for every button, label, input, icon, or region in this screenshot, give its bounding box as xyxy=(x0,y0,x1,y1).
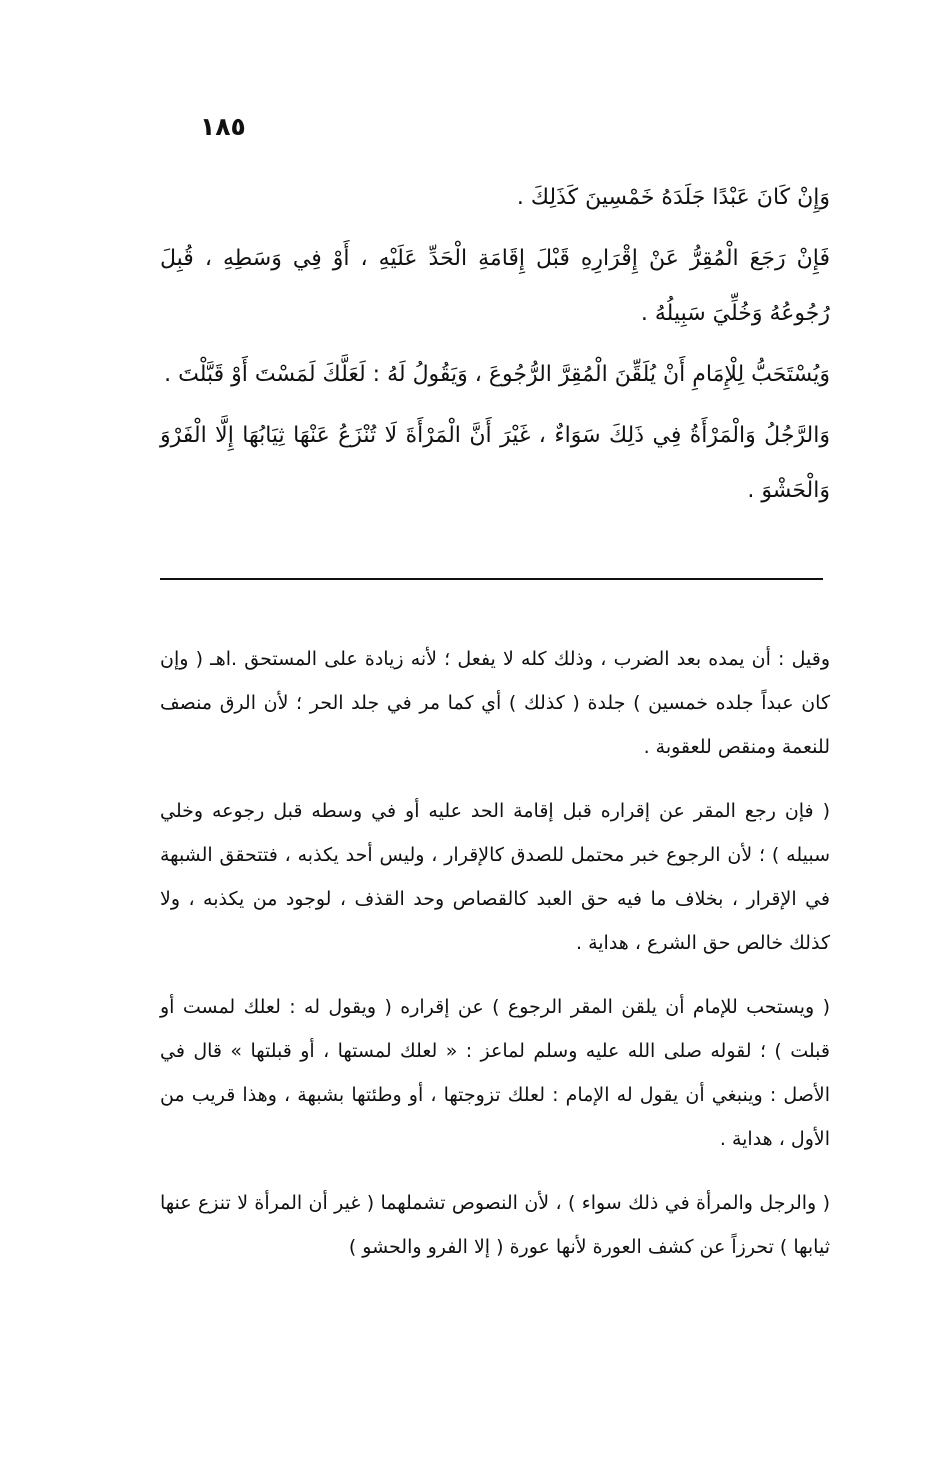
page-number: ١٨٥ xyxy=(200,112,246,141)
commentary-paragraph: وقيل : أن يمده بعد الضرب ، وذلك كله لا يفعل ؛ لأنه زيادة على المستحق .اهـ ( وإن كان عبداً جلده خمسين ) جلدة ( كذلك ) أي كما مر في جلد الحر ؛ لأن الرق منصف للنعمة ومنقص للعقوبة . xyxy=(160,648,830,758)
separator-rule xyxy=(160,578,823,580)
main-text-paragraph: وَالرَّجُلُ وَالْمَرْأَةُ فِي ذَلِكَ سَوَاءٌ ، غَيْرَ أَنَّ الْمَرْأَةَ لَا تُنْزَعُ عَنْهَا ثِيَابُهَا إِلَّا الْفَرْوَ وَالْحَشْوَ . xyxy=(160,423,830,503)
commentary-paragraph: ( ويستحب للإمام أن يلقن المقر الرجوع ) عن إقراره ( ويقول له : لعلك لمست أو قبلت ) ؛ لقوله صلى الله عليه وسلم لماعز : « لعلك لمستها ، أو قبلتها » قال في الأصل : وينبغي أن يقول له الإمام : لعلك تزوجتها ، أو وطئتها بشبهة ، وهذا قريب من الأول ، هداية . xyxy=(160,996,830,1150)
commentary-paragraph: ( فإن رجع المقر عن إقراره قبل إقامة الحد عليه أو في وسطه قبل رجوعه وخلي سبيله ) ؛ لأن الرجوع خبر محتمل للصدق كالإقرار ، وليس أحد يكذبه ، فتتحقق الشبهة في الإقرار ، بخلاف ما فيه حق العبد كالقصاص وحد القذف ، لوجود من يكذبه ، ولا كذلك خالص حق الشرع ، هداية . xyxy=(160,800,830,954)
commentary-paragraph: ( والرجل والمرأة في ذلك سواء ) ، لأن النصوص تشملهما ( غير أن المرأة لا تنزع عنها ثيابها ) تحرزاً عن كشف العورة لأنها عورة ( إلا الفرو والحشو ) xyxy=(160,1192,830,1258)
commentary-text xyxy=(160,637,830,1269)
main-text-paragraph: فَإِنْ رَجَعَ الْمُقِرُّ عَنْ إِقْرَارِهِ قَبْلَ إِقَامَةِ الْحَدِّ عَلَيْهِ ، أَوْ فِي وَسَطِهِ ، قُبِلَ رُجُوعُهُ وَخُلِّيَ سَبِيلُهُ . xyxy=(160,246,830,326)
main-text-paragraph: وَإِنْ كَانَ عَبْدًا جَلَدَهُ خَمْسِينَ كَذَلِكَ . xyxy=(516,185,830,210)
main-text-paragraph: وَيُسْتَحَبُّ لِلْإِمَامِ أَنْ يُلَقِّنَ الْمُقِرَّ الرُّجُوعَ ، وَيَقُولُ لَهُ : لَعَلَّكَ لَمَسْتَ أَوْ قَبَّلْتَ . xyxy=(164,362,830,387)
main-text xyxy=(160,170,830,524)
